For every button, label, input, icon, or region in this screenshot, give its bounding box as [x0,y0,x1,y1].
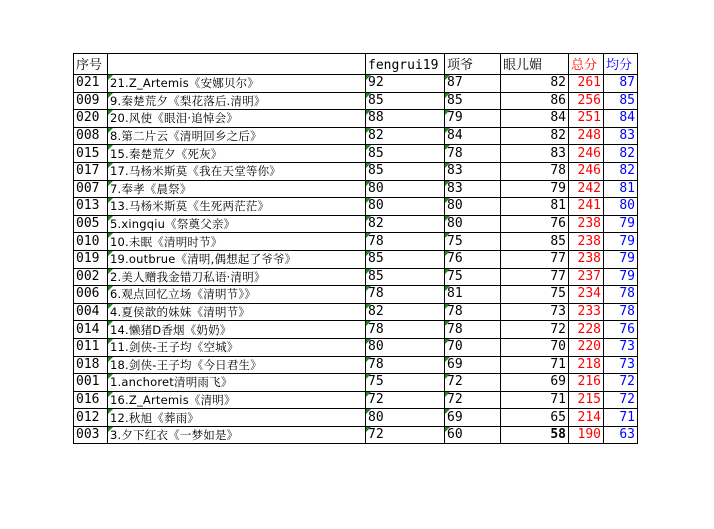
cell-score-xiangye: 79 [445,110,501,128]
cell-total: 228 [569,321,604,339]
cell-score-xiangye: 70 [445,338,501,356]
cell-id: 021 [74,75,108,93]
cell-score-xiangye: 72 [445,374,501,392]
table-row [74,409,638,427]
cell-score-xiangye: 84 [445,127,501,145]
cell-title: 6.观点回忆立场《清明节》》 [108,286,366,304]
table-row [74,110,638,128]
cell-title: 14.懒猪D香烟《奶奶》 [108,321,366,339]
cell-id: 007 [74,180,108,198]
cell-score-yanermei: 71 [501,356,569,374]
table-row [74,250,638,268]
table-row [74,75,638,93]
cell-average: 81 [604,180,638,198]
cell-total: 256 [569,92,604,110]
cell-score-yanermei: 79 [501,180,569,198]
cell-id: 004 [74,303,108,321]
cell-score-xiangye: 78 [445,145,501,163]
cell-average: 84 [604,110,638,128]
cell-score-xiangye: 75 [445,268,501,286]
cell-average: 63 [604,426,638,444]
cell-score-xiangye: 85 [445,92,501,110]
table-row [74,127,638,145]
cell-title: 11.剑侠-王子均《空城》 [108,338,366,356]
cell-score-yanermei: 65 [501,409,569,427]
cell-title: 7.奉孝《晨祭》 [108,180,366,198]
cell-average: 76 [604,321,638,339]
cell-score-fengrui19: 78 [366,321,445,339]
cell-id: 011 [74,338,108,356]
cell-score-yanermei: 82 [501,75,569,93]
table-row [74,145,638,163]
cell-score-xiangye: 83 [445,162,501,180]
cell-score-xiangye: 78 [445,321,501,339]
cell-total: 233 [569,303,604,321]
cell-id: 002 [74,268,108,286]
cell-score-fengrui19: 72 [366,391,445,409]
cell-average: 85 [604,92,638,110]
table-row [74,338,638,356]
cell-title: 9.秦楚荒夕《梨花落后.清明》 [108,92,366,110]
header-average: 均分 [604,54,638,75]
cell-score-yanermei: 69 [501,374,569,392]
table-row [74,162,638,180]
cell-average: 82 [604,162,638,180]
cell-score-xiangye: 75 [445,233,501,251]
cell-average: 78 [604,303,638,321]
cell-id: 005 [74,215,108,233]
cell-score-fengrui19: 78 [366,356,445,374]
cell-id: 014 [74,321,108,339]
cell-score-xiangye: 87 [445,75,501,93]
cell-score-xiangye: 80 [445,215,501,233]
cell-score-yanermei: 71 [501,391,569,409]
cell-total: 241 [569,198,604,216]
cell-score-xiangye: 72 [445,391,501,409]
cell-id: 009 [74,92,108,110]
cell-title: 17.马杨米斯莫《我在天堂等你》 [108,162,366,180]
cell-title: 3.夕下红衣《一梦如是》 [108,426,366,444]
table-row [74,268,638,286]
cell-score-fengrui19: 75 [366,374,445,392]
cell-id: 012 [74,409,108,427]
cell-score-fengrui19: 80 [366,338,445,356]
cell-title: 19.outbrue《清明,偶想起了爷爷》 [108,250,366,268]
cell-id: 003 [74,426,108,444]
cell-score-yanermei: 70 [501,338,569,356]
cell-score-xiangye: 69 [445,409,501,427]
cell-average: 78 [604,286,638,304]
cell-score-fengrui19: 78 [366,233,445,251]
cell-id: 001 [74,374,108,392]
cell-id: 015 [74,145,108,163]
table-row [74,303,638,321]
cell-average: 79 [604,250,638,268]
cell-score-yanermei: 86 [501,92,569,110]
cell-average: 72 [604,391,638,409]
header-id: 序号 [74,54,108,75]
header-row [74,54,638,75]
score-table [73,53,638,444]
cell-score-xiangye: 78 [445,303,501,321]
cell-score-yanermei: 58 [501,426,569,444]
cell-total: 261 [569,75,604,93]
cell-total: 238 [569,233,604,251]
cell-score-fengrui19: 82 [366,215,445,233]
table-row [74,198,638,216]
cell-score-yanermei: 73 [501,303,569,321]
cell-score-yanermei: 81 [501,198,569,216]
cell-title: 16.Z_Artemis《清明》 [108,391,366,409]
cell-total: 215 [569,391,604,409]
table-row [74,426,638,444]
cell-score-xiangye: 60 [445,426,501,444]
table-row [74,233,638,251]
cell-id: 013 [74,198,108,216]
cell-score-xiangye: 69 [445,356,501,374]
cell-id: 019 [74,250,108,268]
cell-id: 017 [74,162,108,180]
cell-title: 2.美人赠我金错刀私语·清明》 [108,268,366,286]
cell-total: 234 [569,286,604,304]
cell-score-yanermei: 72 [501,321,569,339]
cell-id: 008 [74,127,108,145]
cell-average: 80 [604,198,638,216]
cell-score-xiangye: 81 [445,286,501,304]
table-row [74,374,638,392]
cell-average: 72 [604,374,638,392]
cell-average: 71 [604,409,638,427]
cell-score-yanermei: 78 [501,162,569,180]
cell-average: 83 [604,127,638,145]
cell-score-yanermei: 77 [501,268,569,286]
header-title [108,54,366,75]
table-row [74,321,638,339]
header-total: 总分 [569,54,604,75]
cell-title: 20.风使《眼泪·追悼会》 [108,110,366,128]
cell-total: 251 [569,110,604,128]
cell-score-fengrui19: 80 [366,409,445,427]
cell-score-fengrui19: 85 [366,250,445,268]
cell-average: 79 [604,215,638,233]
cell-score-fengrui19: 80 [366,180,445,198]
cell-score-yanermei: 76 [501,215,569,233]
cell-score-yanermei: 83 [501,145,569,163]
cell-title: 12.秋旭《葬雨》 [108,409,366,427]
cell-title: 18.剑侠-王子均《今日君生》 [108,356,366,374]
cell-title: 15.秦楚荒夕《死灰》 [108,145,366,163]
cell-score-fengrui19: 78 [366,286,445,304]
cell-score-yanermei: 84 [501,110,569,128]
cell-total: 237 [569,268,604,286]
table-row [74,391,638,409]
cell-average: 79 [604,233,638,251]
cell-total: 246 [569,145,604,163]
cell-total: 238 [569,250,604,268]
cell-score-xiangye: 83 [445,180,501,198]
header-judge-fengrui19: fengrui19 [366,54,445,75]
cell-title: 13.马杨米斯莫《生死两茫茫》 [108,198,366,216]
cell-score-fengrui19: 85 [366,145,445,163]
cell-score-fengrui19: 82 [366,127,445,145]
cell-total: 246 [569,162,604,180]
cell-total: 218 [569,356,604,374]
cell-score-yanermei: 85 [501,233,569,251]
cell-total: 220 [569,338,604,356]
cell-title: 8.第二片云《清明回乡之后》 [108,127,366,145]
cell-title: 10.未眠《清明时节》 [108,233,366,251]
table-row [74,92,638,110]
cell-score-fengrui19: 85 [366,162,445,180]
cell-score-xiangye: 80 [445,198,501,216]
cell-id: 006 [74,286,108,304]
table-row [74,286,638,304]
cell-score-xiangye: 76 [445,250,501,268]
header-judge-xiangye: 项爷 [445,54,501,75]
cell-title: 1.anchoret清明雨飞》 [108,374,366,392]
cell-id: 020 [74,110,108,128]
cell-total: 216 [569,374,604,392]
cell-average: 87 [604,75,638,93]
cell-average: 73 [604,338,638,356]
cell-id: 018 [74,356,108,374]
table-row [74,215,638,233]
cell-title: 5.xingqiu《祭奠父亲》 [108,215,366,233]
cell-score-yanermei: 77 [501,250,569,268]
cell-score-fengrui19: 85 [366,92,445,110]
cell-score-fengrui19: 85 [366,268,445,286]
cell-score-fengrui19: 88 [366,110,445,128]
cell-average: 79 [604,268,638,286]
cell-score-yanermei: 75 [501,286,569,304]
cell-id: 016 [74,391,108,409]
cell-score-fengrui19: 72 [366,426,445,444]
cell-average: 73 [604,356,638,374]
cell-total: 190 [569,426,604,444]
cell-score-yanermei: 82 [501,127,569,145]
cell-total: 242 [569,180,604,198]
header-judge-yanermei: 眼儿媚 [501,54,569,75]
cell-score-fengrui19: 82 [366,303,445,321]
cell-average: 82 [604,145,638,163]
cell-total: 248 [569,127,604,145]
cell-score-fengrui19: 92 [366,75,445,93]
table-row [74,356,638,374]
cell-total: 238 [569,215,604,233]
cell-title: 21.Z_Artemis《安娜贝尔》 [108,75,366,93]
cell-id: 010 [74,233,108,251]
table-row [74,180,638,198]
cell-title: 4.夏侯歆的妹妹《清明节》 [108,303,366,321]
cell-score-fengrui19: 80 [366,198,445,216]
cell-total: 214 [569,409,604,427]
